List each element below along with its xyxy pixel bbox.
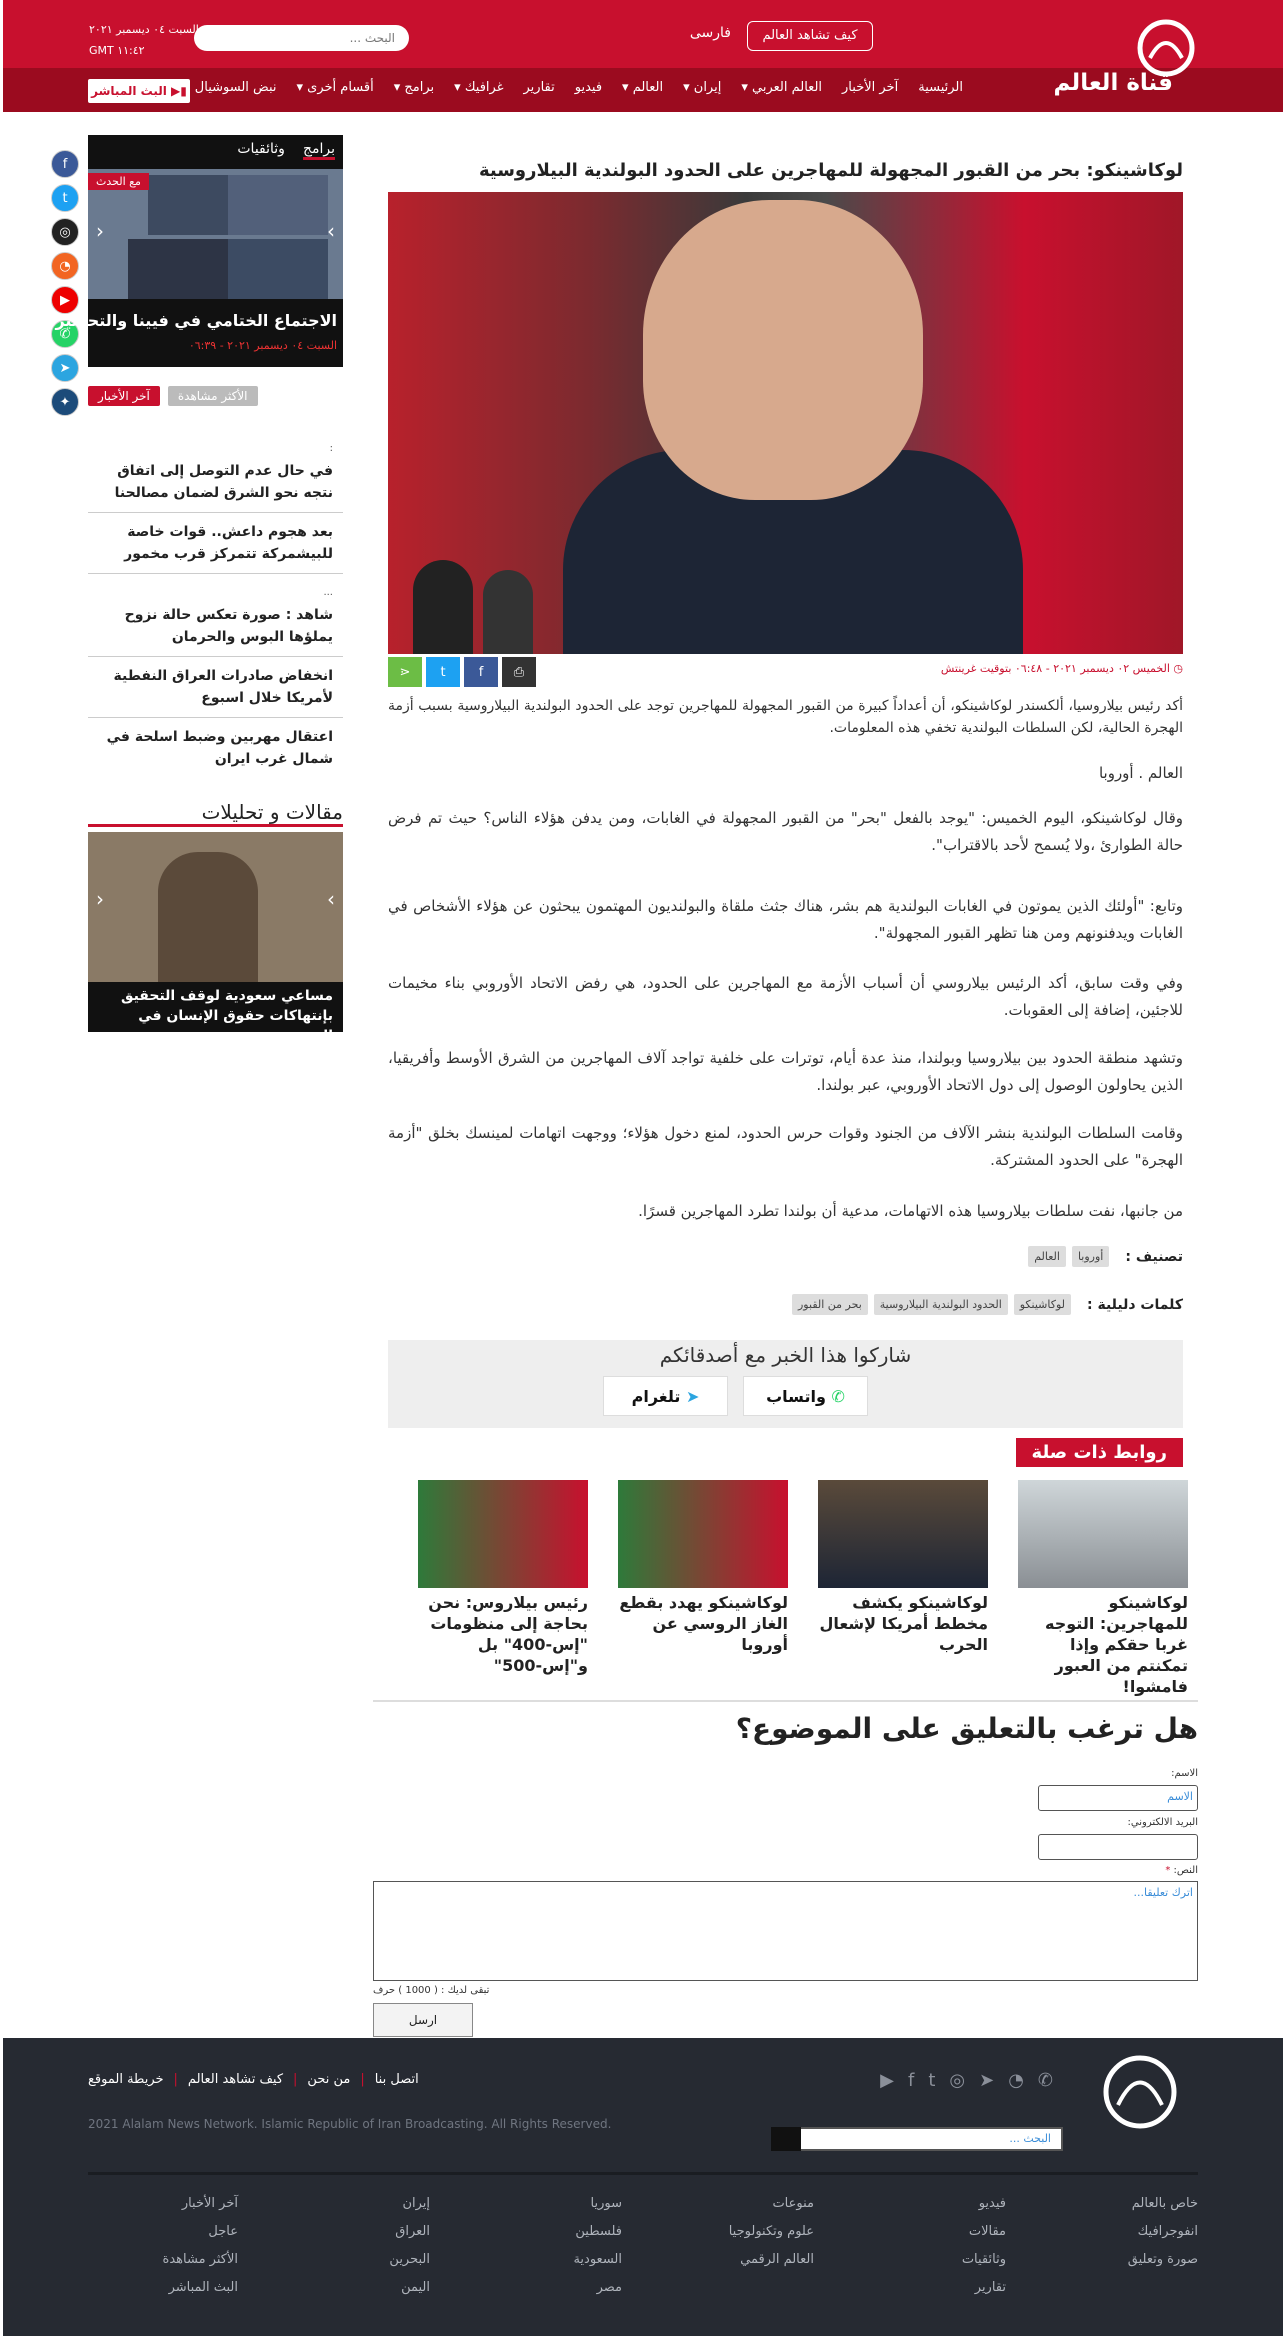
article-caption[interactable]: مساعي سعودية لوقف التحقيق بإنتهاكات حقوق الإنسان في اليمن — [88, 982, 343, 1032]
chevron-left-icon[interactable]: ‹ — [96, 219, 104, 243]
share-icon[interactable]: ⋖ — [388, 657, 422, 687]
chevron-left-icon[interactable]: ‹ — [96, 887, 104, 911]
related-image — [818, 1480, 988, 1588]
programs-tabs — [229, 135, 343, 166]
footer-link[interactable]: من نحن — [307, 2072, 351, 2087]
comment-heading: هل ترغب بالتعليق على الموضوع؟ — [735, 1712, 1198, 1745]
whatsapp-icon: ✆ — [825, 1387, 845, 1406]
footer-social — [880, 2070, 1053, 2091]
footer-link[interactable]: آخر الأخبار — [181, 2196, 238, 2211]
tab-documentaries[interactable]: وثائقيات — [237, 141, 285, 157]
panel-image — [148, 175, 228, 235]
panel-image — [128, 239, 228, 299]
footer-link[interactable]: كيف تشاهد العالم — [187, 2072, 284, 2087]
footer-columns — [88, 2196, 1198, 2295]
twitter-icon[interactable]: t — [51, 184, 79, 212]
article-paragraph: العالم . أوروبا — [1098, 764, 1183, 782]
programs-widget — [0, 135, 343, 367]
remaining-chars: تبقى لديك : ( 1000 ) حرف — [373, 1985, 490, 1996]
logo-text: قناة العالم — [1053, 70, 1173, 96]
footer-link[interactable]: انفوجرافيك — [1137, 2224, 1198, 2239]
send-button[interactable]: ارسل — [373, 2003, 473, 2037]
nav-item[interactable]: الرئيسية — [918, 80, 963, 95]
keyword-tag[interactable]: لوكاشينكو — [1014, 1294, 1071, 1315]
how-to-watch-button[interactable]: كيف تشاهد العالم — [747, 21, 873, 51]
instagram-icon[interactable]: ◎ — [51, 218, 79, 246]
keywords-label: كلمات دليلية : — [1087, 1296, 1183, 1313]
footer-divider — [88, 2172, 1198, 2175]
footer-link[interactable]: فيديو — [978, 2196, 1006, 2211]
tab-most-viewed[interactable]: الأكثر مشاهدة — [168, 386, 258, 406]
chevron-right-icon[interactable]: › — [327, 219, 335, 243]
nav-item[interactable]: فيديو — [574, 80, 603, 95]
article-paragraph: من جانبها، نفت سلطات بيلاروسيا هذه الاتهامات، مدعية أن بولندا تطرد المهاجرين قسرًا. — [638, 1202, 1183, 1220]
article-date: ◷ الخميس ٠٢ ديسمبر ٢٠٢١ - ٠٦:٤٨ بتوقيت غرينتش — [940, 662, 1183, 675]
category-tag[interactable]: العالم — [1028, 1246, 1066, 1267]
article-paragraph: وقال لوكاشينكو، اليوم الخميس: "يوجد بالفعل "بحر" من القبور المجهولة في الغابات، ومن يدفن هؤلاء الناس؟ حيث تم فرض حالة الطوارئ ،ولا يُسمح لأحد بالاقتراب". — [388, 809, 1183, 854]
search-icon[interactable]: ⌕ — [210, 28, 220, 47]
category-row — [1028, 1246, 1183, 1267]
telegram-icon[interactable]: ➤ — [979, 2070, 995, 2091]
footer-link[interactable]: البث المباشر — [168, 2280, 238, 2295]
news-tabs — [88, 386, 343, 406]
play-icon: ▮▶ — [166, 84, 187, 98]
text-label: النص: * — [1165, 1865, 1198, 1876]
telegram-share-button[interactable]: ➤ تلغرام — [603, 1376, 728, 1416]
footer-link[interactable]: فلسطين — [575, 2224, 622, 2239]
footer-column — [856, 2196, 1006, 2295]
divider — [373, 1700, 1198, 1702]
telegram-icon: ➤ — [680, 1387, 700, 1406]
related-image — [418, 1480, 588, 1588]
footer-link[interactable]: خريطة الموقع — [88, 2072, 164, 2087]
instagram-icon[interactable]: ◎ — [949, 2070, 966, 2091]
footer-link[interactable]: خاص بالعالم — [1131, 2196, 1198, 2211]
related-item[interactable]: لوكاشينكو يهدد بقطع الغاز الروسي عن أوروبا — [618, 1480, 788, 1697]
email-field[interactable] — [1038, 1834, 1198, 1860]
list-item[interactable]: : في حال عدم التوصل إلى اتفاق نتجه نحو الشرق لضمان مصالحنا — [88, 430, 343, 513]
footer-link[interactable]: صورة وتعليق — [1127, 2252, 1198, 2267]
footer-link[interactable]: وثائقيات — [961, 2252, 1006, 2267]
search-input[interactable]: البحث ... — [194, 25, 409, 51]
rss-icon[interactable]: ◔ — [51, 252, 79, 280]
footer-link[interactable]: اتصل بنا — [374, 2072, 419, 2087]
footer-link[interactable]: العراق — [395, 2224, 430, 2239]
footer-link[interactable]: مصر — [596, 2280, 622, 2295]
satellite-icon[interactable]: ✦ — [51, 388, 79, 416]
related-item[interactable]: لوكاشينكو يكشف مخطط أمريكا لإشعال الحرب — [818, 1480, 988, 1697]
facebook-share-icon[interactable]: f — [464, 657, 498, 687]
footer-logo[interactable] — [1098, 2050, 1183, 2135]
youtube-icon[interactable]: ▶ — [880, 2070, 894, 2091]
footer-column — [472, 2196, 622, 2295]
microphone — [483, 570, 533, 654]
language-link[interactable]: فارسی — [689, 25, 731, 41]
twitter-icon[interactable]: t — [928, 2070, 936, 2091]
panel-image — [228, 239, 328, 299]
footer-search-input[interactable]: البحث ... — [793, 2127, 1063, 2151]
related-item[interactable]: لوكاشينكو للمهاجرين: التوجه غربا حقكم وإذا تمكنتم من العبور فامشوا! — [1018, 1480, 1188, 1697]
comment-textarea[interactable]: اترك تعليقا... — [373, 1881, 1198, 1981]
whatsapp-icon[interactable]: ✆ — [1037, 2070, 1053, 2091]
twitter-share-icon[interactable]: t — [426, 657, 460, 687]
footer-column — [1048, 2196, 1198, 2295]
related-image — [1018, 1480, 1188, 1588]
whatsapp-icon[interactable]: ✆ — [51, 320, 79, 348]
nav-item[interactable]: العالم العربي ▾ — [741, 80, 823, 95]
article-headline: لوكاشينكو: بحر من القبور المجهولة للمهاجرين على الحدود البولندية البيلاروسية — [478, 160, 1183, 181]
footer-link[interactable]: تقارير — [974, 2280, 1006, 2295]
footer-column — [280, 2196, 430, 2295]
nav-item[interactable]: آخر الأخبار — [842, 80, 899, 95]
header-time: ١١:٤٢ GMT — [89, 44, 145, 57]
footer-link[interactable]: السعودية — [573, 2252, 622, 2267]
nav-item[interactable]: أقسام أخرى ▾ — [296, 80, 374, 95]
keyword-tag[interactable]: بحر من القبور — [792, 1294, 868, 1315]
article-paragraph: وتشهد منطقة الحدود بين بيلاروسيا وبولندا، منذ عدة أيام، توترات على خلفية تواجد آلاف المهاجرين من الشرق الأوسط وأفريقيا، الذين يحاولون الوصول إلى دول الاتحاد الأوروبي، عبر بولندا. — [388, 1049, 1183, 1094]
article-lead: أكد رئيس بيلاروسيا، ألكسندر لوكاشينكو، أن أعداداً كبيرة من القبور المجهولة للمهاجرين توجد على الحدود البولندية البيلاروسية بسبب أزمة الهجرة الحالية، لكن السلطات البولندية تخفي هذه المعلومات. — [388, 698, 1183, 736]
related-item[interactable]: رئيس بيلاروس: نحن بحاجة إلى منظومات "إس-400" بل و"إس-500" — [418, 1480, 588, 1697]
footer-link[interactable]: علوم وتكنولوجيا — [728, 2224, 814, 2239]
footer-link[interactable]: سوريا — [590, 2196, 622, 2211]
tab-latest-news[interactable]: آخر الأخبار — [88, 386, 160, 406]
telegram-icon[interactable]: ➤ — [51, 354, 79, 382]
email-label: البريد الالكتروني: — [1127, 1817, 1198, 1828]
rss-icon[interactable]: ◔ — [1008, 2070, 1024, 2091]
nav-item[interactable]: غرافيك ▾ — [454, 80, 504, 95]
footer-link[interactable]: العالم الرقمي — [740, 2252, 814, 2267]
list-item[interactable]: اعتقال مهربين وضبط اسلحة في شمال غرب ايران — [106, 729, 333, 767]
share-title: شاركوا هذا الخبر مع أصدقائكم — [659, 1343, 912, 1367]
clock-icon: ◷ — [1169, 662, 1183, 675]
article-thumbnail[interactable] — [88, 832, 343, 982]
program-badge: مع الحدث — [88, 173, 149, 190]
related-heading: روابط ذات صلة — [1016, 1438, 1183, 1467]
footer-links: اتصل بنا | من نحن | كيف تشاهد العالم | خريطة الموقع — [88, 2072, 419, 2087]
footer-search-button[interactable] — [771, 2127, 801, 2151]
list-item[interactable]: انخفاض صادرات العراق النفطية لأمريكا خلال اسبوع — [88, 657, 343, 718]
header-date: السبت ٠٤ ديسمبر ٢٠٢١ — [89, 23, 199, 36]
related-list — [418, 1480, 1188, 1697]
nav-item[interactable]: إيران ▾ — [683, 80, 722, 95]
name-label: الاسم: — [1171, 1768, 1198, 1779]
list-item[interactable]: بعد هجوم داعش.. قوات خاصة للبيشمركة تتمركز قرب مخمور — [88, 513, 343, 574]
microphone — [413, 560, 473, 654]
share-buttons — [388, 657, 536, 687]
category-label: تصنيف : — [1125, 1248, 1183, 1265]
articles-heading: مقالات و تحليلات — [88, 800, 343, 827]
nav-item[interactable]: نبض السوشيال — [194, 80, 277, 95]
tab-programs[interactable]: برامج — [303, 141, 335, 160]
category-tag[interactable]: أوروبا — [1072, 1246, 1109, 1267]
name-field[interactable]: الاسم — [1038, 1785, 1198, 1811]
print-icon[interactable]: ⎙ — [502, 657, 536, 687]
live-button[interactable]: ▮▶ البث المباشر — [88, 79, 190, 103]
whatsapp-share-button[interactable]: ✆ واتساب — [743, 1376, 868, 1416]
footer-link[interactable]: إيران — [402, 2196, 430, 2211]
panel-image — [228, 175, 328, 235]
chevron-right-icon[interactable]: › — [327, 887, 335, 911]
facebook-icon[interactable]: f — [907, 2070, 915, 2091]
nav-item[interactable]: العالم ▾ — [622, 80, 664, 95]
facebook-icon[interactable]: f — [51, 150, 79, 178]
youtube-icon[interactable]: ▶ — [51, 286, 79, 314]
social-share-bar — [51, 150, 79, 416]
keyword-tag[interactable]: الحدود البولندية البيلاروسية — [874, 1294, 1008, 1315]
footer-link[interactable]: عاجل — [208, 2224, 238, 2239]
image-face — [643, 200, 923, 500]
article-paragraph: وتابع: "أولئك الذين يموتون في الغابات البولندية هم بشر، هناك جثث ملقاة والبولنديون المهتمون يبحثون عن هؤلاء الأشخاص في الغابات ويدفنونهم ومن هنا تظهر القبور المجهولة". — [388, 897, 1183, 942]
footer-column — [88, 2196, 238, 2295]
footer-link[interactable]: البحرين — [389, 2252, 430, 2267]
list-item[interactable]: ... شاهد : صورة تعكس حالة نزوح يملؤها البوس والحرمان — [88, 574, 343, 657]
article-paragraph: وقامت السلطات البولندية بنشر الآلاف من الجنود وقوات حرس الحدود، لمنع دخول هؤلاء؛ ووجهت اتهامات لمينسك بخلق "أزمة الهجرة" على الحدود المشتركة. — [388, 1124, 1183, 1169]
footer-link[interactable]: مقالات — [968, 2224, 1006, 2239]
nav-item[interactable]: تقارير — [523, 80, 555, 95]
nav-item[interactable]: برامج ▾ — [393, 80, 435, 95]
footer-link[interactable]: منوعات — [772, 2196, 814, 2211]
keywords-row — [792, 1294, 1183, 1315]
footer-column — [664, 2196, 814, 2295]
copyright: 2021 Alalam News Network. Islamic Republic of Iran Broadcasting. All Rights Reserved. — [88, 2117, 612, 2131]
related-image — [618, 1480, 788, 1588]
program-date: السبت ٠٤ ديسمبر ٢٠٢١ - ٠٦:٣٩ — [188, 339, 337, 352]
child-figure — [158, 852, 258, 982]
article-paragraph: وفي وقت سابق، أكد الرئيس بيلاروسي أن أسباب الأزمة مع المهاجرين على الحدود، هي رفض الاتحاد الأوروبي بناء مخيمات للاجئين، إضافة إلى العقوبات. — [388, 974, 1183, 1019]
footer-link[interactable]: الأكثر مشاهدة — [162, 2252, 238, 2267]
main-nav — [195, 80, 963, 95]
program-title[interactable]: الاجتماع الختامي في فيينا والتحضير للجولة — [0, 311, 337, 330]
footer-link[interactable]: اليمن — [401, 2280, 430, 2295]
latest-news-list — [88, 430, 343, 778]
